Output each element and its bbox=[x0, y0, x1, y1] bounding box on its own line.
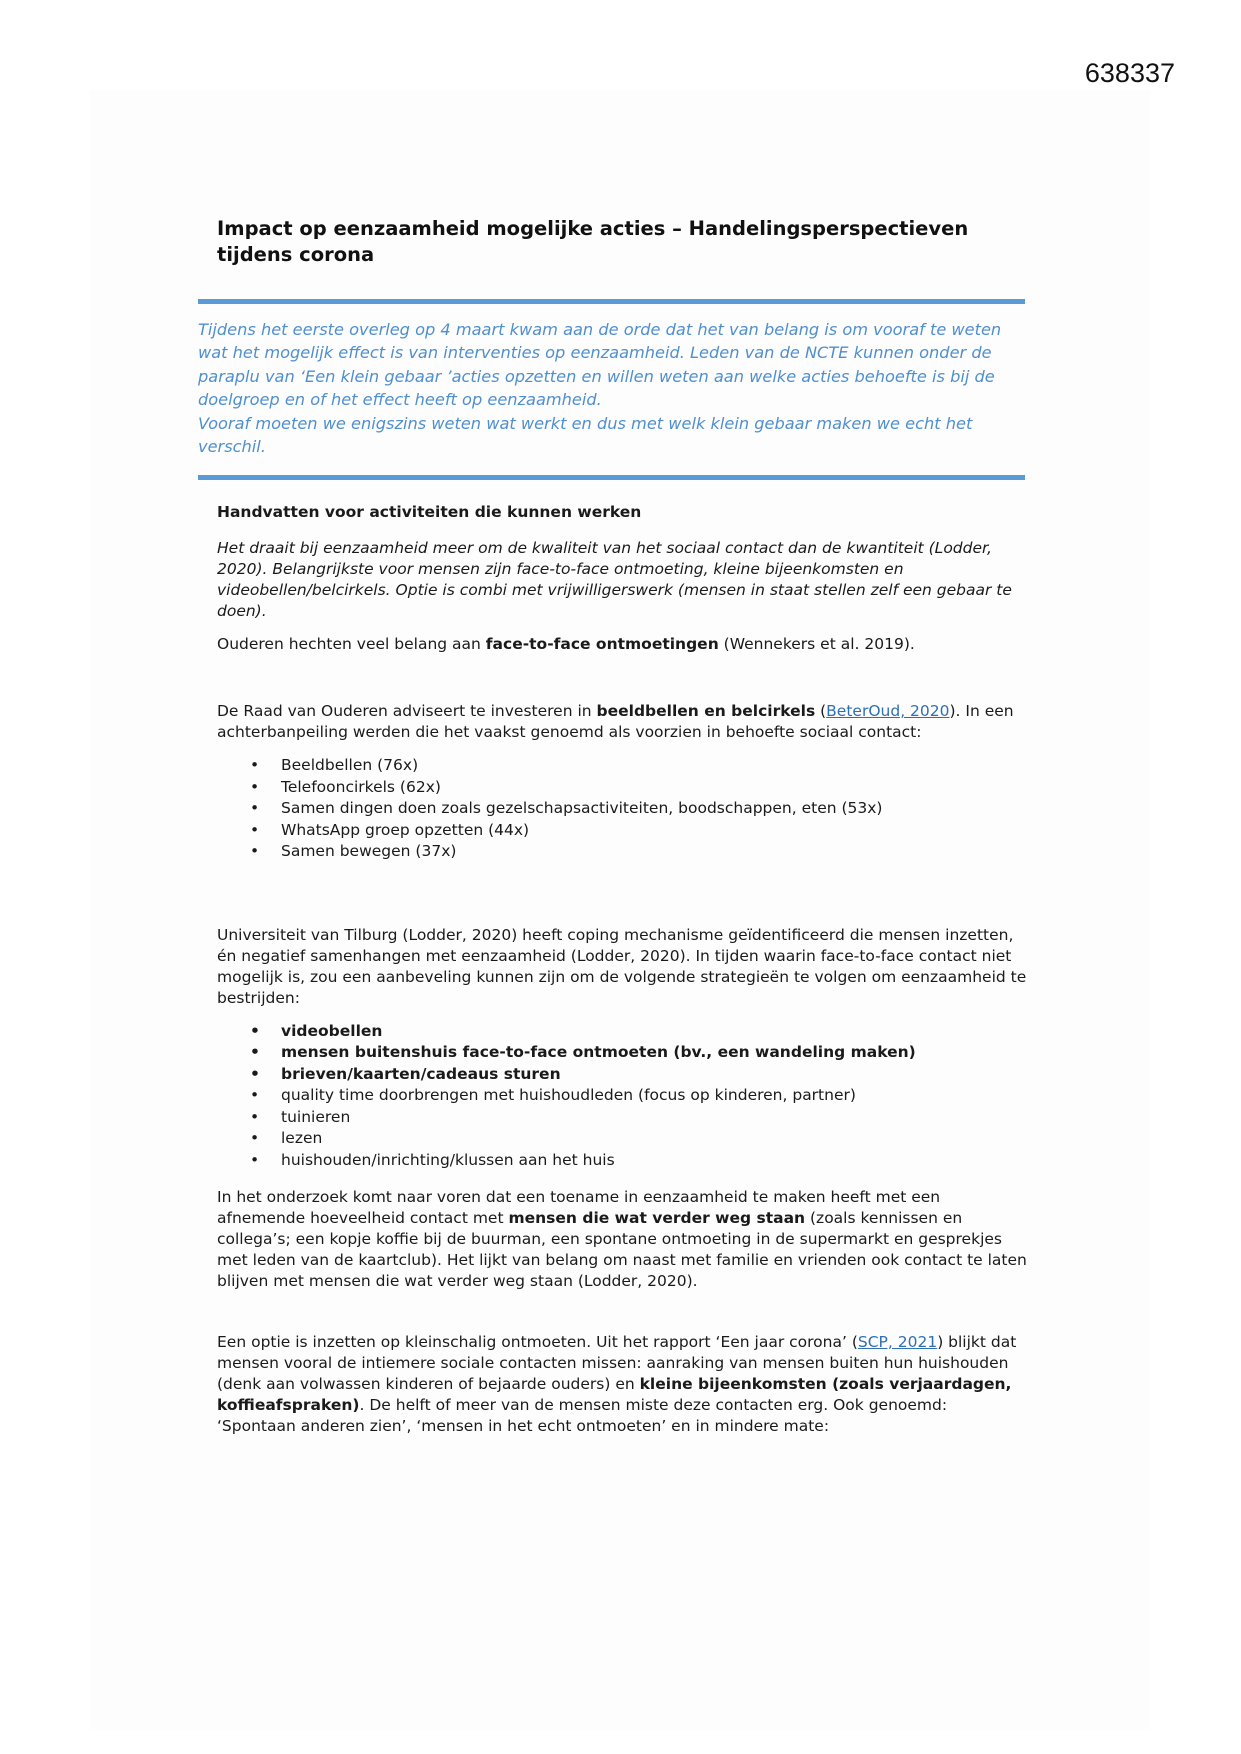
beteroud-link[interactable]: BeterOud, 2020 bbox=[826, 702, 950, 720]
bold-run: kleine bijeenkomsten (zoals verjaardagen, koffieafspraken) bbox=[217, 1375, 1012, 1414]
bold-run: beeldbellen en belcirkels bbox=[596, 702, 816, 720]
paragraph-kwaliteit: Het draait bij eenzaamheid meer om de kwaliteit van het sociaal contact dan de kwantiteit (Lodder, 2020). Belangrijkste voor mensen zijn face-to-face ontmoeting, kleine bijeenkomsten en videobellen/belcirkels. Optie is combi met vrijwilligerswerk (mensen in staat stellen zelf een gebaar te doen). bbox=[217, 539, 1012, 620]
paragraph-tilburg: Universiteit van Tilburg (Lodder, 2020) heeft coping mechanisme geïdentificeerd die mensen inzetten, én negatief samenhangen met eenzaamheid (Lodder, 2020). In tijden waarin face-to-face contact niet mogelijk is, zou een aanbeveling kunnen zijn om de volgende strategieën te volgen om eenzaamheid te bestrijden: bbox=[217, 925, 1027, 1007]
list-item: • lezen bbox=[281, 1128, 1029, 1150]
bold-run: mensen die wat verder weg staan bbox=[508, 1209, 806, 1227]
top-divider bbox=[198, 299, 1025, 304]
text-run: ( bbox=[815, 702, 827, 720]
list-item: • tuinieren bbox=[281, 1107, 1029, 1129]
list-item: • Samen dingen doen zoals gezelschapsactiviteiten, boodschappen, eten (53x) bbox=[281, 798, 1029, 820]
document-title: Impact op eenzaamheid mogelijke acties – Handelingsperspectieven tijdens corona bbox=[217, 217, 969, 266]
list-item: • Samen bewegen (37x) bbox=[281, 841, 1029, 863]
intro-callout bbox=[198, 318, 1028, 458]
list-item: • brieven/kaarten/cadeaus sturen bbox=[281, 1064, 1029, 1086]
list-item: • huishouden/inrichting/klussen aan het huis bbox=[281, 1150, 1029, 1172]
text-run: (zoals kennissen en collega’s; een kopje koffie bij de buurman, een spontane ontmoeting in de supermarkt en gesprekjes met leden van de kaartclub). Het lijkt van belang om naast met familie en vrienden ook contact te laten blijven met mensen die wat verder weg staan (Lodder, 2020). bbox=[217, 1209, 1027, 1290]
list-item: • quality time doorbrengen met huishoudleden (focus op kinderen, partner) bbox=[281, 1085, 1029, 1107]
text-run: Ouderen hechten veel belang aan bbox=[217, 635, 486, 653]
paragraph-optie bbox=[217, 1332, 1029, 1437]
scp-link[interactable]: SCP, 2021 bbox=[857, 1333, 938, 1351]
text-run: De Raad van Ouderen adviseert te investeren in bbox=[217, 702, 597, 720]
behoefte-list bbox=[217, 755, 1029, 863]
main-content bbox=[217, 502, 1029, 1437]
list-item: • WhatsApp groep opzetten (44x) bbox=[281, 820, 1029, 842]
text-run: (Wennekers et al. 2019). bbox=[718, 635, 915, 653]
text-run: ) blijkt dat mensen vooral de intiemere sociale contacten missen: aanraking van mensen buiten hun huishouden (denk aan volwassen kinderen of bejaarde ouders) en bbox=[217, 1333, 1017, 1393]
list-item: • mensen buitenshuis face-to-face ontmoeten (bv., een wandeling maken) bbox=[281, 1042, 1029, 1064]
intro-paragraph-2: Vooraf moeten we enigszins weten wat werkt en dus met welk klein gebaar maken we echt het verschil. bbox=[198, 413, 973, 457]
paragraph-raad bbox=[217, 701, 1029, 743]
bold-run: face-to-face ontmoetingen bbox=[485, 635, 719, 653]
intro-paragraph-1: Tijdens het eerste overleg op 4 maart kwam aan de orde dat het van belang is om vooraf te weten wat het mogelijk effect is van interventies op eenzaamheid. Leden van de NCTE kunnen onder de paraplu van ‘Een klein gebaar ’acties opzetten en willen weten aan welke acties behoefte is bij de doelgroep en of het effect heeft op eenzaamheid. bbox=[198, 320, 1002, 410]
text-run: . De helft of meer van de mensen miste deze contacten erg. Ook genoemd: ‘Spontaan anderen zien’, ‘mensen in het echt ontmoeten’ en in mindere mate: bbox=[217, 1396, 948, 1435]
paragraph-ouderen bbox=[217, 634, 1029, 655]
bottom-divider bbox=[198, 475, 1025, 480]
list-item: • videobellen bbox=[281, 1021, 1029, 1043]
document-id: 638337 bbox=[1084, 58, 1175, 88]
text-run: ). In een achterbanpeiling werden die het vaakst genoemd als voorzien in behoefte sociaal contact: bbox=[217, 702, 1014, 741]
section-heading: Handvatten voor activiteiten die kunnen werken bbox=[217, 503, 642, 521]
list-item: • Telefooncirkels (62x) bbox=[281, 777, 1029, 799]
strategie-list bbox=[217, 1021, 1029, 1172]
text-run: In het onderzoek komt naar voren dat een toename in eenzaamheid te maken heeft met een afnemende hoeveelheid contact met bbox=[217, 1188, 941, 1227]
paragraph-onderzoek bbox=[217, 1187, 1029, 1292]
list-item: • Beeldbellen (76x) bbox=[281, 755, 1029, 777]
text-run: Een optie is inzetten op kleinschalig ontmoeten. Uit het rapport ‘Een jaar corona’ ( bbox=[217, 1333, 858, 1351]
